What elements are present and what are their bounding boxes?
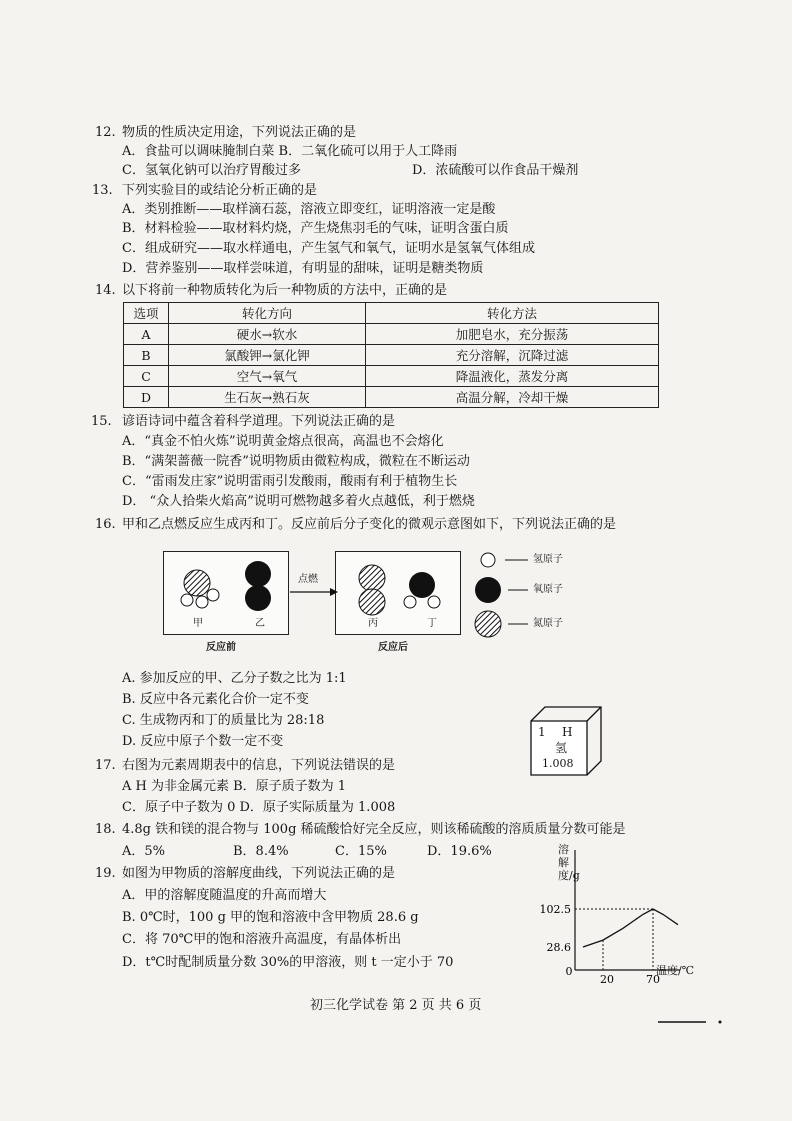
q13-number: 13. [92,183,113,198]
q17-stem: 右图为元素周期表中的信息，下列说法错误的是 [122,758,396,773]
table-cell: A [124,324,169,345]
footer-dash [656,1018,726,1026]
q19-option-b: B. 0℃时，100 g 甲的饱和溶液中含甲物质 28.6 g [122,910,419,925]
element-name: 氢 [555,741,568,755]
q15-number: 15. [91,414,112,429]
element-mass: 1.008 [542,757,574,770]
y-tick-label-28-6: 28.6 [546,941,571,954]
q13-option-b: B．材料检验——取材料灼烧，产生烧焦羽毛的气味，证明含蛋白质 [122,221,509,236]
table-cell: 充分溶解，沉降过滤 [366,345,659,366]
q19-option-d: D．t℃时配制质量分数 30%的甲溶液，则 t 一定小于 70 [122,955,454,970]
after-label-bing: 丙 [368,618,378,629]
table-header-row [124,303,659,324]
q16-option-a: A. 参加反应的甲、乙分子数之比为 1:1 [122,671,347,686]
q19-stem: 如图为甲物质的溶解度曲线，下列说法正确的是 [122,866,396,881]
legend-oxygen: 氧原子 [533,584,563,595]
q19-number: 19. [95,866,116,881]
legend-nitrogen: 氮原子 [533,618,563,629]
before-label-yi: 乙 [255,618,265,629]
table-cell: B [124,345,169,366]
o2-molecule [245,561,271,611]
x-tick-label-0: 0 [565,965,573,978]
q17-option-ab: A H 为非金属元素 B．原子质子数为 1 [122,779,347,794]
table-cell: D [124,387,169,408]
table-cell: 空气→氧气 [169,366,366,387]
page-footer: 初三化学试卷 第 2 页 共 6 页 [310,998,482,1013]
table-cell: 生石灰→熟石灰 [169,387,366,408]
table-cell: 降温液化，蒸发分离 [366,366,659,387]
reaction-arrow [290,588,338,596]
q14-table [123,302,659,408]
arrow-condition-label: 点燃 [298,574,318,585]
before-label-jia: 甲 [193,618,203,629]
q16-number: 16. [95,517,116,532]
q14-number: 14. [95,283,116,298]
q15-option-d: D． “众人拾柴火焰高”说明可燃物越多着火点越低，利于燃烧 [122,494,475,509]
q13-option-a: A．类别推断——取样滴石蕊，溶液立即变红，证明溶液一定是酸 [122,202,496,217]
h2o-molecule [404,572,440,608]
header-cell: 转化方法 [366,303,659,324]
table-cell: 高温分解，冷却干燥 [366,387,659,408]
q17-option-cd: C．原子中子数为 0 D．原子实际质量为 1.008 [122,800,396,815]
q12-option-c: C．氢氧化钠可以治疗胃酸过多 [122,163,301,178]
x-tick-label-70: 70 [646,973,660,986]
n2-molecule [359,565,385,615]
caption-after: 反应后 [378,642,408,653]
element-atomic-number: 1 [538,725,546,739]
table-cell: C [124,366,169,387]
y-tick-label-102-5: 102.5 [539,903,571,916]
nh3-molecule [181,570,219,608]
q14-stem: 以下将前一种物质转化为后一种物质的方法中，正确的是 [122,283,448,298]
q16-option-b: B. 反应中各元素化合价一定不变 [122,692,309,707]
table-row [124,345,659,366]
table-row [124,387,659,408]
q12-stem: 物质的性质决定用途，下列说法正确的是 [122,125,357,140]
atom-legend [475,553,528,637]
table-cell: 硬水→软水 [169,324,366,345]
q19-option-c: C．将 70℃甲的饱和溶液升高温度，有晶体析出 [122,932,402,947]
table-row [124,366,659,387]
q12-number: 12. [95,125,116,140]
q18-number: 18. [95,822,116,837]
table-row [124,324,659,345]
table-cell: 加肥皂水，充分振荡 [366,324,659,345]
q18-stem: 4.8g 铁和镁的混合物与 100g 稀硫酸恰好完全反应，则该稀硫酸的溶质质量分数可能是 [122,822,626,837]
q18-option-b: B．8.4% [233,844,289,859]
q17-number: 17. [95,758,116,773]
legend-hydrogen: 氢原子 [533,554,563,565]
q13-option-d: D．营养鉴别——取样尝味道，有明显的甜味，证明是糖类物质 [122,261,484,276]
q13-option-c: C．组成研究——取水样通电，产生氢气和氧气，证明水是氢氧气体组成 [122,241,535,256]
q16-option-c: C. 生成物丙和丁的质量比为 28:18 [122,713,325,728]
caption-before: 反应前 [206,642,236,653]
q18-option-d: D．19.6% [427,844,492,859]
y-axis-label: 溶解度/g [558,843,580,882]
q15-option-c: C．“雷雨发庄家”说明雷雨引发酸雨，酸雨有利于植物生长 [122,474,458,489]
q13-stem: 下列实验目的或结论分析正确的是 [122,183,318,198]
q12-option-d: D．浓硫酸可以作食品干燥剂 [412,163,579,178]
q12-option-ab: A．食盐可以调味腌制白菜 B．二氧化硫可以用于人工降雨 [122,144,458,159]
header-cell: 转化方向 [169,303,366,324]
table-cell: 氯酸钾→氯化钾 [169,345,366,366]
after-label-ding: 丁 [427,618,437,629]
q15-option-b: B．“满架蔷薇一院香”说明物质由微粒构成，微粒在不断运动 [122,454,470,469]
solubility-curve [583,909,678,947]
q16-stem: 甲和乙点燃反应生成丙和丁。反应前后分子变化的微观示意图如下，下列说法正确的是 [122,517,617,532]
q15-stem: 谚语诗词中蕴含着科学道理。下列说法正确的是 [122,414,396,429]
q19-option-a: A．甲的溶解度随温度的升高而增大 [122,888,327,903]
q18-option-a: A．5% [122,844,166,859]
q16-option-d: D. 反应中原子个数一定不变 [122,734,284,749]
x-axis-label: 温度/℃ [656,964,695,977]
header-cell: 选项 [124,303,169,324]
x-tick-label-20: 20 [600,973,614,986]
element-symbol: H [562,725,573,739]
q15-option-a: A．“真金不怕火炼”说明黄金熔点很高，高温也不会熔化 [122,434,444,449]
q18-option-c: C．15% [335,844,387,859]
